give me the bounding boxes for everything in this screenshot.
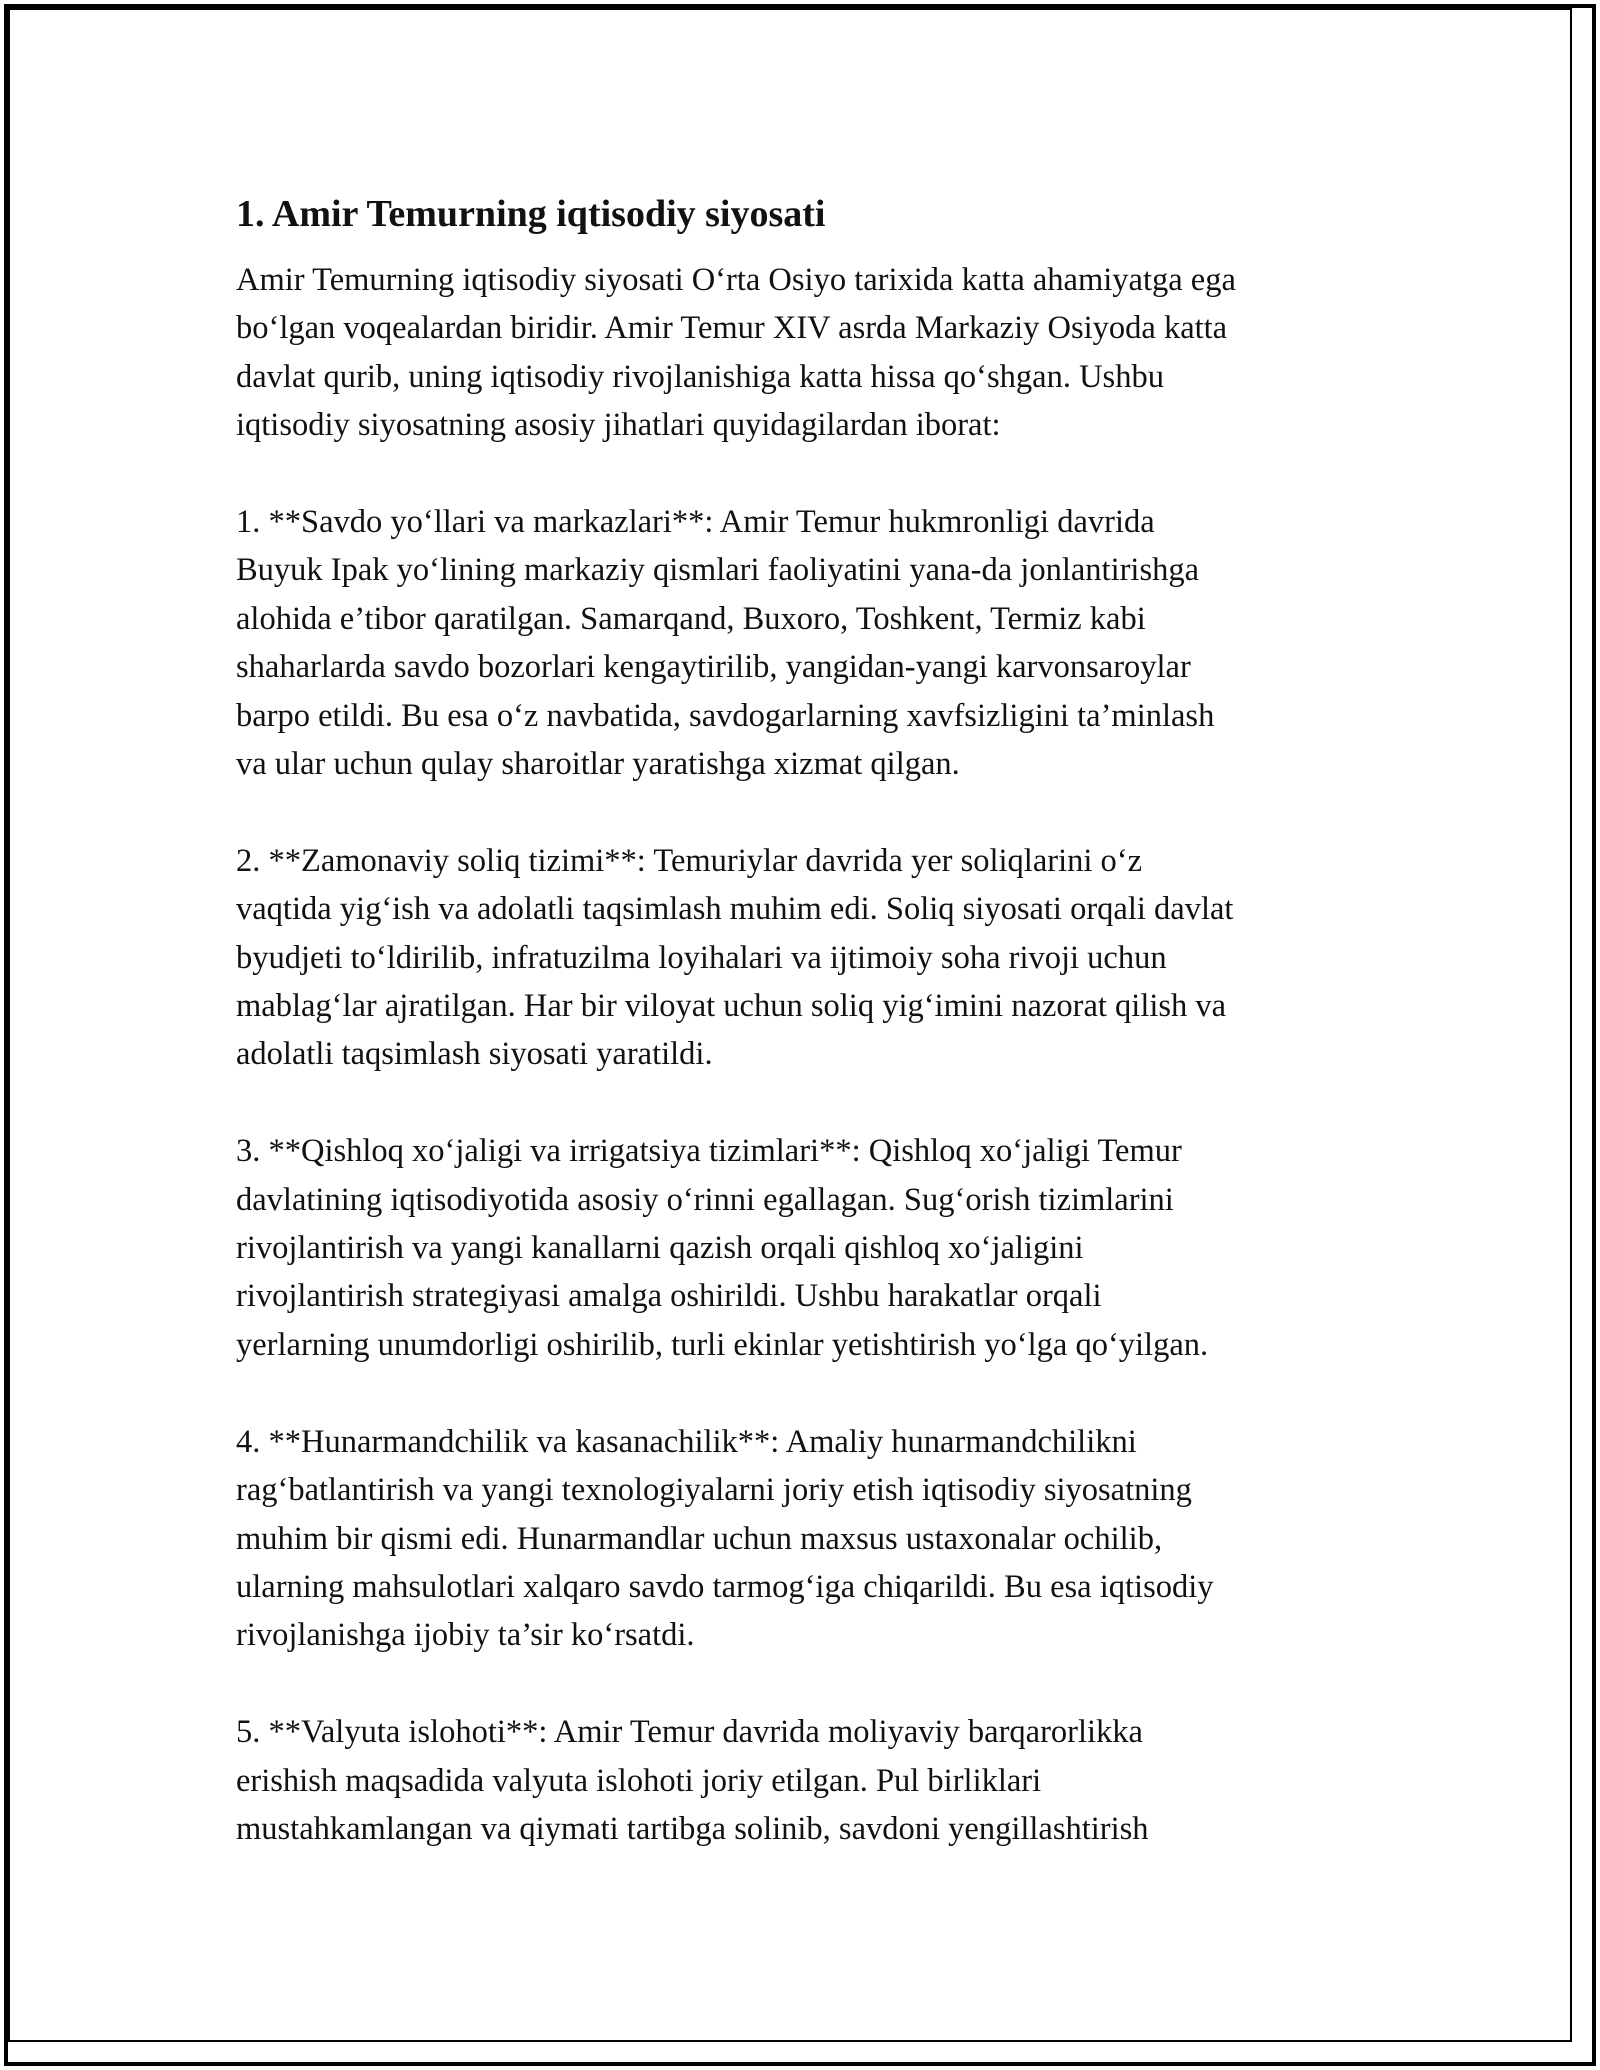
document-title: 1. Amir Temurning iqtisodiy siyosati <box>236 193 826 235</box>
text-line: byudjeti to‘ldirilib, infratuzilma loyihalari va ijtimoiy soha rivoji uchun <box>236 939 1167 976</box>
paragraph-intro <box>236 256 1386 450</box>
text-line: davlatining iqtisodiyotida asosiy o‘rinni egallagan. Sug‘orish tizimlarini <box>236 1181 1174 1218</box>
text-line: yerlarning unumdorligi oshirilib, turli ekinlar yetishtirish yo‘lga qo‘yilgan. <box>236 1326 1209 1363</box>
text-line: muhim bir qismi edi. Hunarmandlar uchun maxsus ustaxonalar ochilib, <box>236 1520 1163 1557</box>
text-line: 2. **Zamonaviy soliq tizimi**: Temuriylar davrida yer soliqlarini o‘z <box>236 842 1143 879</box>
text-line: rivojlantirish strategiyasi amalga oshirildi. Ushbu harakatlar orqali <box>236 1278 1102 1315</box>
text-line: rivojlanishga ijobiy ta’sir ko‘rsatdi. <box>236 1617 695 1654</box>
document-body <box>236 188 1386 1853</box>
text-line: Amir Temurning iqtisodiy siyosati O‘rta Osiyo tarixida katta ahamiyatga ega <box>236 262 1236 298</box>
paragraph-crafts <box>236 1418 1386 1660</box>
text-line: erishish maqsadida valyuta islohoti joriy etilgan. Pul birliklari <box>236 1762 1042 1799</box>
text-line: mustahkamlangan va qiymati tartibga solinib, savdoni yengillashtirish <box>236 1810 1149 1847</box>
text-line: Buyuk Ipak yo‘lining markaziy qismlari faoliyatini yana-da jonlantirishga <box>236 552 1200 589</box>
text-line: shaharlarda savdo bozorlari kengaytirilib, yangidan-yangi karvonsaroylar <box>236 649 1191 686</box>
text-line: adolatli taqsimlash siyosati yaratildi. <box>236 1036 713 1073</box>
text-line: rivojlantirish va yangi kanallarni qazish orqali qishloq xo‘jaligini <box>236 1230 1084 1267</box>
text-line: davlat qurib, uning iqtisodiy rivojlanishiga katta hissa qo‘shgan. Ushbu <box>236 358 1164 395</box>
text-line: rag‘batlantirish va yangi texnologiyalarni joriy etish iqtisodiy siyosatning <box>236 1472 1192 1509</box>
text-line: bo‘lgan voqealardan biridir. Amir Temur XIV asrda Markaziy Osiyoda katta <box>236 310 1228 347</box>
paragraph-trade-routes <box>236 498 1386 788</box>
text-line: 1. **Savdo yo‘llari va markazlari**: Amir Temur hukmronligi davrida <box>236 504 1155 541</box>
text-line: alohida e’tibor qaratilgan. Samarqand, Buxoro, Toshkent, Termiz kabi <box>236 600 1146 637</box>
text-line: ularning mahsulotlari xalqaro savdo tarmog‘iga chiqarildi. Bu esa iqtisodiy <box>236 1568 1214 1605</box>
paragraph-agriculture <box>236 1127 1386 1369</box>
text-line: vaqtida yig‘ish va adolatli taqsimlash muhim edi. Soliq siyosati orqali davlat <box>236 891 1234 928</box>
text-line: 3. **Qishloq xo‘jaligi va irrigatsiya tizimlari**: Qishloq xo‘jaligi Temur <box>236 1133 1182 1170</box>
text-line: mablag‘lar ajratilgan. Har bir viloyat uchun soliq yig‘imini nazorat qilish va <box>236 988 1227 1025</box>
text-line: 5. **Valyuta islohoti**: Amir Temur davrida moliyaviy barqarorlikka <box>236 1714 1143 1751</box>
text-line: 4. **Hunarmandchilik va kasanachilik**: Amaliy hunarmandchilikni <box>236 1423 1137 1460</box>
paragraph-tax-system <box>236 837 1386 1079</box>
text-line: va ular uchun qulay sharoitlar yaratishga xizmat qilgan. <box>236 746 960 783</box>
paragraph-currency-reform <box>236 1708 1386 1853</box>
text-line: iqtisodiy siyosatning asosiy jihatlari quyidagilardan iborat: <box>236 407 1001 444</box>
text-line: barpo etildi. Bu esa o‘z navbatida, savdogarlarning xavfsizligini ta’minlash <box>236 697 1215 734</box>
